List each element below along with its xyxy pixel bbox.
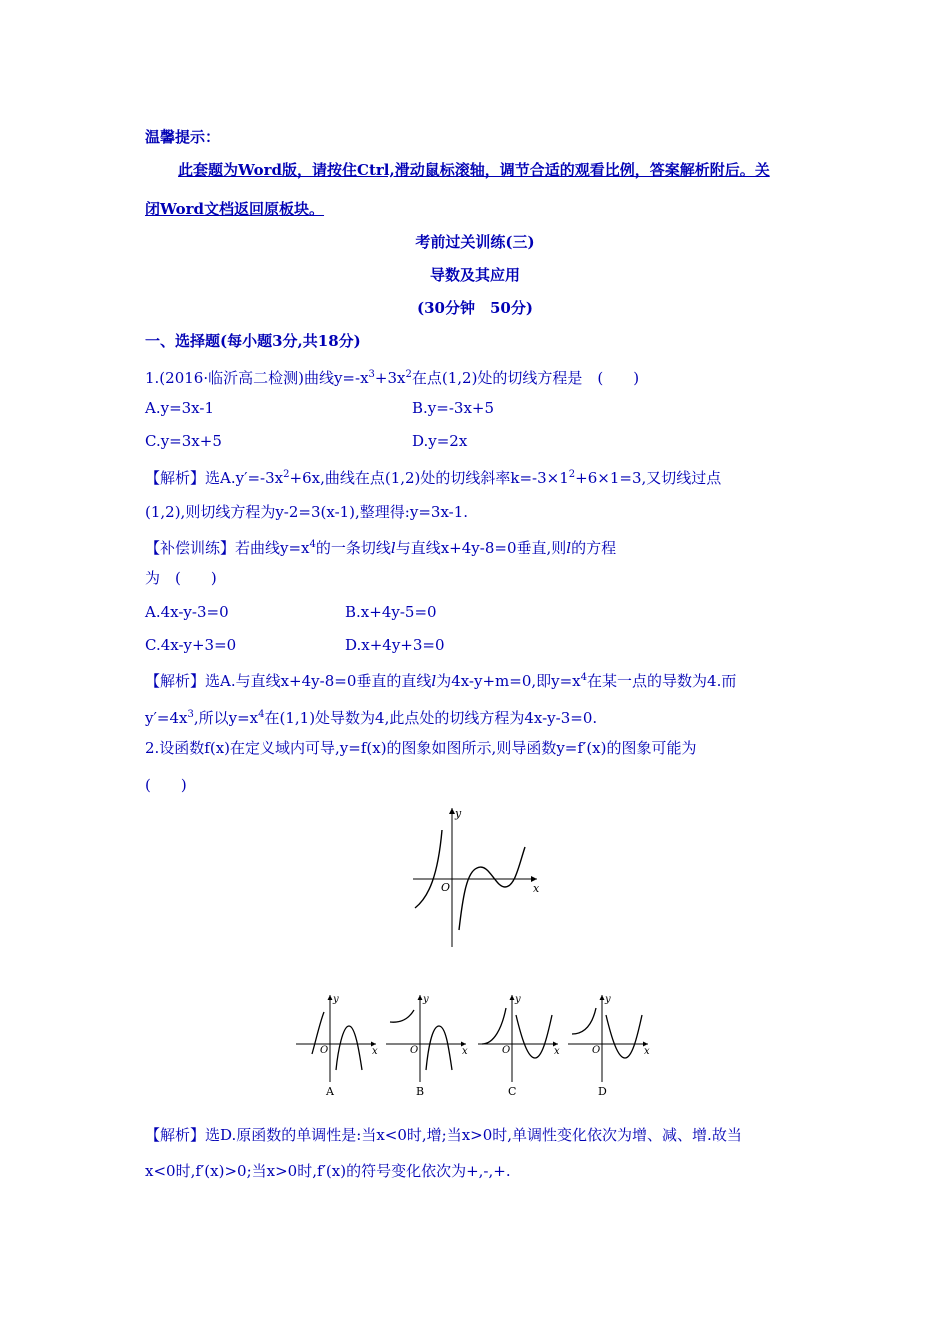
svg-text:x: x <box>372 1046 378 1057</box>
section-heading: 一、选择题(每小题3分,共18分) <box>145 332 361 350</box>
option-label-c: C <box>508 1085 517 1098</box>
q1-exponent: 2 <box>568 469 576 480</box>
bc-option-a: A.4x-y-3=0 <box>145 603 229 621</box>
svg-text:y: y <box>333 994 339 1005</box>
q1-solution-part: 【解析】选A.y′=-3x <box>145 469 284 487</box>
bc-stem-part: 【补偿训练】若曲线y=x <box>145 539 310 557</box>
bc-stem-line-2: 为 ( ) <box>145 569 217 587</box>
svg-text:x: x <box>644 1046 650 1057</box>
option-graphs <box>290 990 670 1105</box>
q1-option-c: C.y=3x+5 <box>145 432 222 450</box>
option-label-d: D <box>598 1085 607 1098</box>
notice-line-1[interactable]: 此套题为Word版，请按住Ctrl,滑动鼠标滚轴，调节合适的观看比例，答案解析附后。关 <box>178 161 770 179</box>
q1-exponent: 2 <box>405 369 412 380</box>
q1-stem-part: 1.(2016·临沂高二检测)曲线y=-x <box>145 369 369 387</box>
line-l-symbol: l <box>431 672 437 690</box>
curve-left-branch <box>415 830 442 908</box>
bc-solution <box>145 668 736 691</box>
bc-solution-line-2 <box>145 705 597 728</box>
bc-solution-part: y′=4x <box>145 709 188 727</box>
page-subtitle: 导数及其应用 <box>429 266 520 284</box>
page-title: 考前过关训练(三) <box>415 233 535 251</box>
curve-right-branch <box>459 847 525 930</box>
line-l-symbol: l <box>390 539 396 557</box>
origin-label: O <box>441 881 451 894</box>
option-graph-c <box>478 994 560 1098</box>
bc-solution-part: 为4x-y+m=0,即y=x <box>436 672 581 690</box>
axis-label-x: x <box>533 882 540 895</box>
q1-exponent: 3 <box>368 369 375 380</box>
q1-solution-part: +6x,曲线在点(1,2)处的切线斜率k=-3×1 <box>289 469 569 487</box>
axis-label-y: y <box>455 807 462 820</box>
bc-exponent: 4 <box>580 672 588 683</box>
graph-fx <box>405 800 555 950</box>
bc-solution-part: ,所以y=x <box>193 709 259 727</box>
bc-exponent: 4 <box>309 539 316 550</box>
svg-text:x: x <box>554 1046 560 1057</box>
svg-text:O: O <box>410 1045 419 1056</box>
q1-solution <box>145 465 721 488</box>
option-graph-b <box>386 994 468 1098</box>
bc-solution-part: 在(1,1)处导数为4,此点处的切线方程为4x-y-3=0. <box>264 709 598 727</box>
q1-option-b: B.y=-3x+5 <box>412 399 495 417</box>
bc-exponent: 4 <box>258 709 265 720</box>
bc-exponent: 3 <box>187 709 194 720</box>
bc-option-c: C.4x-y+3=0 <box>145 636 237 654</box>
bc-stem-part: 的方程 <box>571 539 617 557</box>
q1-option-a: A.y=3x-1 <box>145 399 214 417</box>
q2-stem: 2.设函数f(x)在定义域内可导,y=f(x)的图象如图所示,则导函数y=f′(x)的图象可能为 <box>145 739 697 757</box>
q1-option-d: D.y=2x <box>412 432 468 450</box>
bc-stem-part: 与直线x+4y-8=0垂直,则 <box>395 539 567 557</box>
q1-stem-part: +3x <box>374 369 406 387</box>
svg-text:O: O <box>592 1045 601 1056</box>
bc-solution-part: 在某一点的导数为4.而 <box>587 672 737 690</box>
svg-text:y: y <box>515 994 521 1005</box>
bc-option-d: D.x+4y+3=0 <box>345 636 445 654</box>
q2-solution-line-2: x<0时,f′(x)>0;当x>0时,f′(x)的符号变化依次为+,-,+. <box>145 1162 511 1180</box>
q1-solution-line-2: (1,2),则切线方程为y-2=3(x-1),整理得:y=3x-1. <box>145 503 469 521</box>
option-label-b: B <box>416 1085 425 1098</box>
bc-solution-part: 【解析】选A.与直线x+4y-8=0垂直的直线 <box>145 672 432 690</box>
option-graph-a <box>296 994 378 1098</box>
q1-stem-part: 在点(1,2)处的切线方程是 ( ) <box>411 369 640 387</box>
time-score: (30分钟 50分) <box>417 299 533 317</box>
svg-text:O: O <box>320 1045 329 1056</box>
bc-option-b: B.x+4y-5=0 <box>345 603 437 621</box>
option-graph-d <box>568 994 650 1098</box>
bc-stem <box>145 535 616 558</box>
line-l-symbol: l <box>566 539 572 557</box>
q2-stem-line-2: ( ) <box>145 776 187 794</box>
notice-line-2[interactable]: 闭Word文档返回原板块。 <box>145 200 325 218</box>
svg-text:y: y <box>423 994 429 1005</box>
svg-text:y: y <box>605 994 611 1005</box>
q2-solution: 【解析】选D.原函数的单调性是:当x<0时,增;当x>0时,单调性变化依次为增、减、增.故当 <box>145 1126 742 1144</box>
svg-text:O: O <box>502 1045 511 1056</box>
option-label-a: A <box>326 1085 334 1098</box>
q1-exponent: 2 <box>283 469 290 480</box>
q1-stem <box>145 365 639 388</box>
svg-text:x: x <box>462 1046 468 1057</box>
bc-stem-part: 的一条切线 <box>315 539 391 557</box>
q1-solution-part: +6×1=3,又切线过点 <box>575 469 722 487</box>
notice-title: 温馨提示： <box>145 128 221 146</box>
